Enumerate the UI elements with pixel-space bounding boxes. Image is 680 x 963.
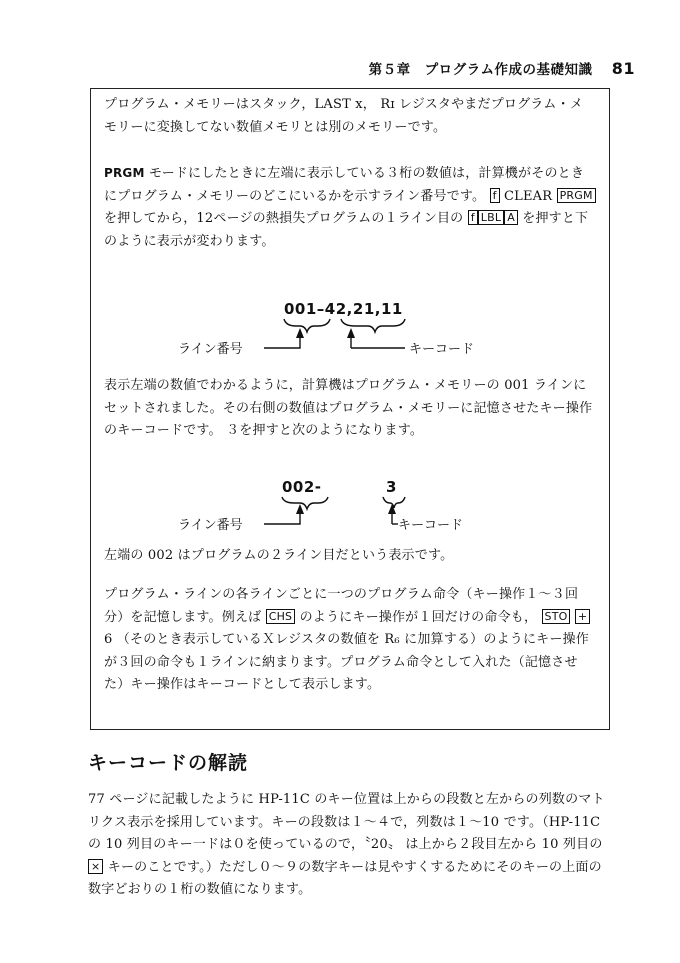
sto-key-icon: STO [542,609,571,624]
box-paragraph-1: プログラム・メモリーはスタック，LAST x， Rɪ レジスタやまだプログラム・メモリーに変換してない数値メモリとは別のメモリーです。 [104,97,583,135]
display-readout-2-code: 3 [386,478,397,496]
keycode-label-1: キーコード [409,342,475,357]
multiply-key-icon: × [88,859,103,874]
keycode-label-2: キーコード [398,518,464,533]
box-paragraph-4: 左端の 002 はプログラムの２ライン目だという表示です。 [104,548,454,563]
line-number-label-1: ライン番号 [178,342,243,357]
plus-key-icon: + [575,609,590,624]
f-key-icon: f [490,188,500,203]
box-paragraph-3: 表示左端の数値でわかるように，計算機はプログラム・メモリーの 001 ラインにセットされました。その右側の数値はプログラム・メモリーに記憶させたキー操作のキーコードです。 ３を押すと次のようになります。 [104,378,593,439]
chs-key-icon: CHS [266,609,296,624]
section-body: 77 ページに記載したように HP-11C のキー位置は上からの段数と左からの列数のマトリクス表示を採用しています。キーの段数は１～４で，列数は１～10 です。（HP-11C の 10 列目のキー一ドは０を使っているので，〝20〟 は上から２段目左から 10 列目の × キーのことです。）ただし０～９の数字キーは見やすくするためにそのキーの上面の数字どおりの１桁の数値になります。 [88,792,605,898]
display-readout-2-line: 002- [282,478,322,496]
page-number: 81 [611,59,635,78]
display-readout-1: 001–42,21,11 [284,300,403,318]
line-number-label-2: ライン番号 [178,518,243,533]
chapter-title: 第５章 プログラム作成の基礎知識 [368,62,593,78]
box-paragraph-2: PRGM モードにしたときに左端に表示している３桁の数値は，計算機がそのときにプログラム・メモリーのどこにいるかを示すライン番号です。 f CLEAR PRGM を押してから，12ページの熱損失プログラムの１ライン目の f LBL A を押すと下のように表示が変わります。 [104,162,596,253]
section-heading: キーコードの解読 [88,752,249,774]
f-key-icon: f [468,210,478,225]
prgm-key-icon: PRGM [557,188,596,203]
a-key-icon: A [504,210,518,225]
lbl-key-icon: LBL [478,210,504,225]
box-paragraph-5: プログラム・ラインの各ラインごとに一つのプログラム命令（キー操作１～３回分）を記憶します。例えば CHS のようにキー操作が１回だけの命令も， STO + 6 （そのとき表示しているＸレジスタの数値を R₆ に加算する）のようにキー操作が３回の命令も１ラインに納まります。プログラム命令として入れた（記憶させた）キー操作はキーコードとして表示します。 [104,587,589,693]
prgm-mode-label: PRGM [104,166,145,180]
